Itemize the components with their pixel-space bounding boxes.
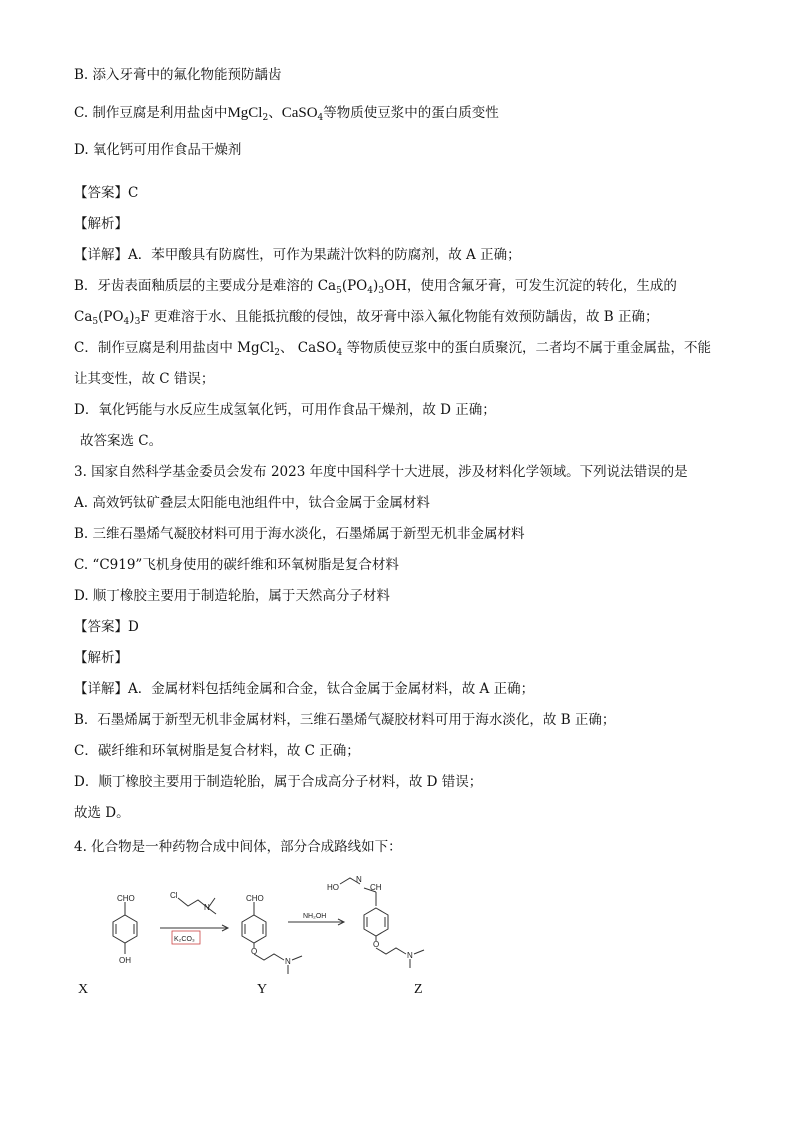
z-n-top-label: N [356, 875, 362, 884]
q2-detail-b-line1: B．牙齿表面釉质层的主要成分是难溶的 $Ca_5(PO_4)_3OH$，使用含氟牙膏，可发生沉淀的转化，生成的 [74, 278, 677, 296]
q2-option-b: B. 添入牙膏中的氟化物能预防龋齿 [74, 67, 282, 83]
q3-option-d: D. 顺丁橡胶主要用于制造轮胎，属于天然高分子材料 [74, 588, 390, 604]
y-cho-label: CHO [246, 894, 264, 903]
z-o-label: O [373, 940, 380, 949]
q4-stem: 4. 化合物是一种药物合成中间体，部分合成路线如下： [74, 839, 402, 855]
z-ho-label: HO [327, 883, 339, 892]
q3-detail-b: B．石墨烯属于新型无机非金属材料，三维石墨烯气凝胶材料可用于海水淡化，故 B 正确； [74, 712, 616, 728]
q3-stem: 3. 国家自然科学基金委员会发布 2023 年度中国科学十大进展，涉及材料化学领域。下列说法错误的是 [74, 464, 688, 480]
z-n-label: N [407, 951, 413, 960]
q2-option-c: C. 制作豆腐是利用盐卤中MgCl$_2$、CaSO$_4$等物质使豆浆中的蛋白质变性 [74, 105, 499, 123]
z-ch-label: CH [370, 883, 382, 892]
reagent-k2co3-label: K₂CO₃ [174, 936, 195, 943]
compound-label-y: Y [257, 982, 268, 997]
q3-detail-c: C．碳纤维和环氧树脂是复合材料，故 C 正确； [74, 743, 360, 759]
q3-option-b: B. 三维石墨烯气凝胶材料可用于海水淡化，石墨烯属于新型无机非金属材料 [74, 526, 525, 542]
compound-label-z: Z [414, 982, 423, 997]
q3-detail-d: D．顺丁橡胶主要用于制造轮胎，属于合成高分子材料，故 D 错误； [74, 774, 483, 790]
compound-label-x: X [78, 982, 89, 997]
compound-x-structure [113, 902, 137, 954]
q2-detail-c-line2: 让其变性，故 C 错误； [74, 371, 215, 387]
q2-detail-c-line1: C．制作豆腐是利用盐卤中 MgCl$_2$、 CaSO$_4$ 等物质使豆浆中的蛋白质聚沉，二者均不属于重金属盐，不能 [74, 340, 711, 358]
x-cho-label: CHO [117, 894, 135, 903]
reagent-cl-label: Cl [170, 891, 178, 900]
q3-conclusion: 故选 D。 [74, 805, 130, 821]
reagent-nh2oh-label: NH₂OH [303, 913, 327, 920]
q2-conclusion: 故答案选 C。 [80, 433, 163, 449]
q3-option-a: A. 高效钙钛矿叠层太阳能电池组件中，钛合金属于金属材料 [74, 495, 430, 511]
y-n-label: N [285, 957, 291, 966]
q3-detail-a: 【详解】A．金属材料包括纯金属和合金，钛合金属于金属材料，故 A 正确； [74, 681, 535, 697]
synthesis-scheme [0, 868, 794, 1008]
q3-option-c: C. “C919”飞机身使用的碳纤维和环氧树脂是复合材料 [74, 557, 399, 573]
q2-option-d: D. 氧化钙可用作食品干燥剂 [74, 142, 242, 158]
x-oh-label: OH [119, 956, 131, 965]
q2-detail-a: 【详解】A．苯甲酸具有防腐性，可作为果蔬汁饮料的防腐剂，故 A 正确； [74, 247, 521, 263]
q2-analysis-heading: 【解析】 [74, 216, 128, 232]
y-o-label: O [251, 947, 258, 956]
q3-answer: 【答案】D [74, 619, 139, 635]
q2-answer: 【答案】C [74, 185, 139, 201]
q3-analysis-heading: 【解析】 [74, 650, 128, 666]
q2-detail-b-line2: $Ca_5(PO_4)_3F$ 更难溶于水、且能抵抗酸的侵蚀，故牙膏中添入氟化物能有效预防龋齿，故 B 正确； [74, 309, 659, 327]
q2-detail-d: D．氧化钙能与水反应生成氢氧化钙，可用作食品干燥剂，故 D 正确； [74, 402, 496, 418]
reagent-n-label: N [204, 903, 210, 912]
compound-y-structure [242, 902, 302, 974]
